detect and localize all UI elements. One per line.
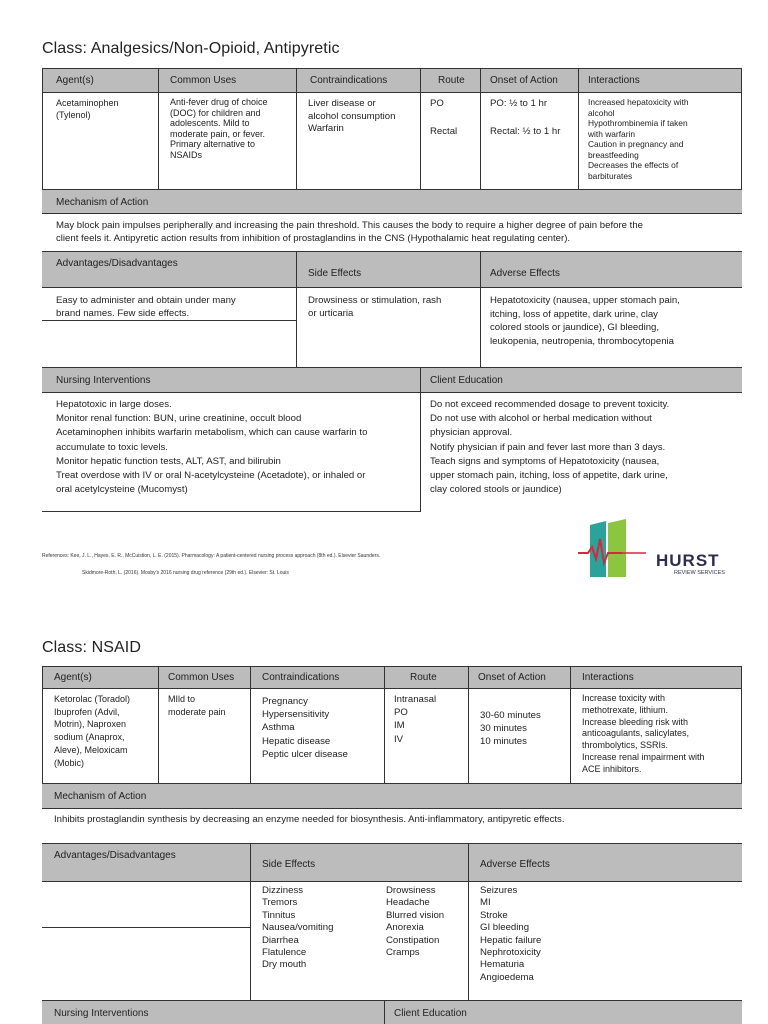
s1-vline: [42, 68, 43, 189]
reference-1: References: Kee, J. L., Hayes, E. R., McCuistion, L. E. (2015). Pharmacology: A patient-centered nursing process approach (8th ed.). Elsevier Saunders.: [42, 553, 381, 559]
s1-adverse-text: Hepatotoxicity (nausea, upper stomach pain, itching, loss of appetite, dark urine, clay colored stools or jaundice), GI bleeding, leukopenia, neutropenia, thrombocytopenia: [490, 295, 680, 347]
s2-agent-cell: Ketorolac (Toradol) Ibuprofen (Advil, Motrin), Naproxen sodium (Anaprox, Aleve), Meloxicam (Mobic): [54, 694, 131, 768]
s2-header-route: Route: [410, 672, 437, 683]
s1-adverse-header: Adverse Effects: [490, 268, 560, 279]
s1-route-rectal: Rectal: [430, 126, 458, 137]
s1-nursing-header: Nursing Interventions: [56, 375, 151, 386]
s1-education-text: Do not exceed recommended dosage to prevent toxicity. Do not use with alcohol or herbal medication without physician approval. Notify physician if pain and fever last more than 3 days. Teach signs and symptoms of Hepatotoxicity (nausea, upper stomach pain, itching, loss of appetite, dark urine, clay colored stools or jaundice): [430, 399, 670, 496]
s1-moa-header: Mechanism of Action: [56, 197, 149, 208]
s2-vline: [741, 666, 742, 783]
hurst-logo: [578, 519, 738, 581]
s2-contra-cell: Pregnancy Hypersensitivity Asthma Hepatic disease Peptic ulcer disease: [262, 696, 348, 760]
s2-vline: [158, 666, 159, 783]
s1-uses-cell: Anti-fever drug of choice (DOC) for children and adolescents. Mild to moderate pain, or fever. Primary alternative to NSAIDs: [170, 97, 268, 160]
s1-interactions-cell: Increased hepatoxicity with alcohol Hypothrombinemia if taken with warfarin Caution in pregnancy and breastfeeding Decreases the effects of barbiturates: [588, 97, 689, 181]
s2-vline: [250, 666, 251, 783]
s2-vline: [384, 1000, 385, 1024]
section1-title: Class: Analgesics/Non-Opioid, Antipyretic: [42, 40, 340, 57]
s1-onset-rectal: Rectal: ½ to 1 hr: [490, 126, 561, 137]
s1-vline: [296, 251, 297, 367]
s2-side-header: Side Effects: [262, 859, 316, 870]
s1-adv-header-row: [42, 251, 742, 288]
s1-header-agent: Agent(s): [56, 75, 94, 86]
s1-agent-cell: Acetaminophen (Tylenol): [56, 98, 119, 120]
s2-education-header: Client Education: [394, 1008, 467, 1019]
s2-vline: [42, 666, 43, 783]
s2-header-row: [42, 666, 742, 689]
s1-nursing-text: Hepatotoxic in large doses. Monitor renal function: BUN, urine creatinine, occult blood Acetaminophen inhibits warfarin metabolism, which can cause warfarin to accumulate to toxic levels. Monitor hepatic function tests, ALT, AST, and bilirubin Treat overdose with IV or oral N-acetylcysteine (Acetadote), or inhaled or oral acetylcysteine (Mucomyst): [56, 399, 368, 496]
s2-header-onset: Onset of Action: [478, 672, 546, 683]
logo-sub: REVIEW SERVICES: [674, 570, 725, 576]
s1-header-contra: Contraindications: [310, 75, 388, 86]
s2-moa-text: Inhibits prostaglandin synthesis by decreasing an enzyme needed for biosynthesis. Anti-inflammatory, antipyretic effects.: [54, 814, 565, 825]
s2-header-contra: Contraindications: [262, 672, 340, 683]
section2-title: Class: NSAID: [42, 639, 141, 656]
s2-vline: [250, 843, 251, 1000]
s2-adv-header: Advantages/Disadvantages: [54, 850, 176, 861]
s2-nursing-header: Nursing Interventions: [54, 1008, 149, 1019]
reference-2: Skidmore-Roth, L. (2016). Mosby's 2016 nursing drug reference (29th ed.). Elsevier: St. Louis: [82, 570, 289, 576]
s1-nursing-bottom: [42, 511, 421, 512]
s2-side-col1: Dizziness Tremors Tinnitus Nausea/vomiting Diarrhea Flatulence Dry mouth: [262, 885, 334, 971]
s1-vline: [296, 68, 297, 189]
s2-vline: [384, 666, 385, 783]
s2-vline: [468, 843, 469, 1000]
s1-adv-header: Advantages/Disadvantages: [56, 258, 178, 269]
s1-route-po: PO: [430, 98, 444, 109]
s1-adv-text: Easy to administer and obtain under many brand names. Few side effects.: [56, 295, 236, 319]
s1-vline: [480, 68, 481, 189]
s2-adv-header-row: [42, 843, 742, 882]
s2-vline: [570, 666, 571, 783]
s2-side-col2: Drowsiness Headache Blurred vision Anorexia Constipation Cramps: [386, 885, 445, 959]
s1-vline: [578, 68, 579, 189]
s1-side-text: Drowsiness or stimulation, rash or urticaria: [308, 295, 442, 319]
logo-name: HURST: [656, 551, 720, 570]
s2-uses-cell: MIld to moderate pain: [168, 694, 226, 717]
s1-header-uses: Common Uses: [170, 75, 237, 86]
s2-moa-header-row: [42, 783, 742, 809]
s1-header-interactions: Interactions: [588, 75, 640, 86]
s1-side-header: Side Effects: [308, 268, 362, 279]
s2-header-agent: Agent(s): [54, 672, 92, 683]
s1-vline: [741, 68, 742, 189]
s1-header-onset: Onset of Action: [490, 75, 558, 86]
s1-vline: [158, 68, 159, 189]
s1-header-route: Route: [438, 75, 465, 86]
s1-vline: [480, 251, 481, 367]
s2-header-interactions: Interactions: [582, 672, 634, 683]
s1-education-header: Client Education: [430, 375, 503, 386]
s2-moa-header: Mechanism of Action: [54, 791, 147, 802]
s2-adv-underline: [42, 927, 250, 928]
s2-route-cell: Intranasal PO IM IV: [394, 694, 437, 745]
s1-moa-text: May block pain impulses peripherally and increasing the pain threshold. This causes the body to require a higher degree of pain before the client feels it. Antipyretic action results from inhibition of prostaglandins in the CNS (Hypothalamic heat regulating center).: [56, 220, 643, 244]
s2-header-uses: Common Uses: [168, 672, 235, 683]
s1-vline: [420, 68, 421, 189]
s1-contra-cell: Liver disease or alcohol consumption Warfarin: [308, 98, 396, 134]
s2-onset-cell: 30-60 minutes 30 minutes 10 minutes: [480, 710, 541, 748]
s2-vline: [468, 666, 469, 783]
s1-onset-po: PO: ½ to 1 hr: [490, 98, 548, 109]
s1-adv-underline: [42, 320, 296, 321]
s2-adverse-text: Seizures MI Stroke GI bleeding Hepatic failure Nephrotoxicity Hematuria Angioedema: [480, 885, 542, 983]
s2-interactions-cell: Increase toxicity with methotrexate, lithium. Increase bleeding risk with anticoagulants, salicylates, thrombolytics, SSRIs. Increase renal impairment with ACE inhibitors.: [582, 693, 705, 774]
s1-vline: [420, 367, 421, 512]
s2-adverse-header: Adverse Effects: [480, 859, 550, 870]
